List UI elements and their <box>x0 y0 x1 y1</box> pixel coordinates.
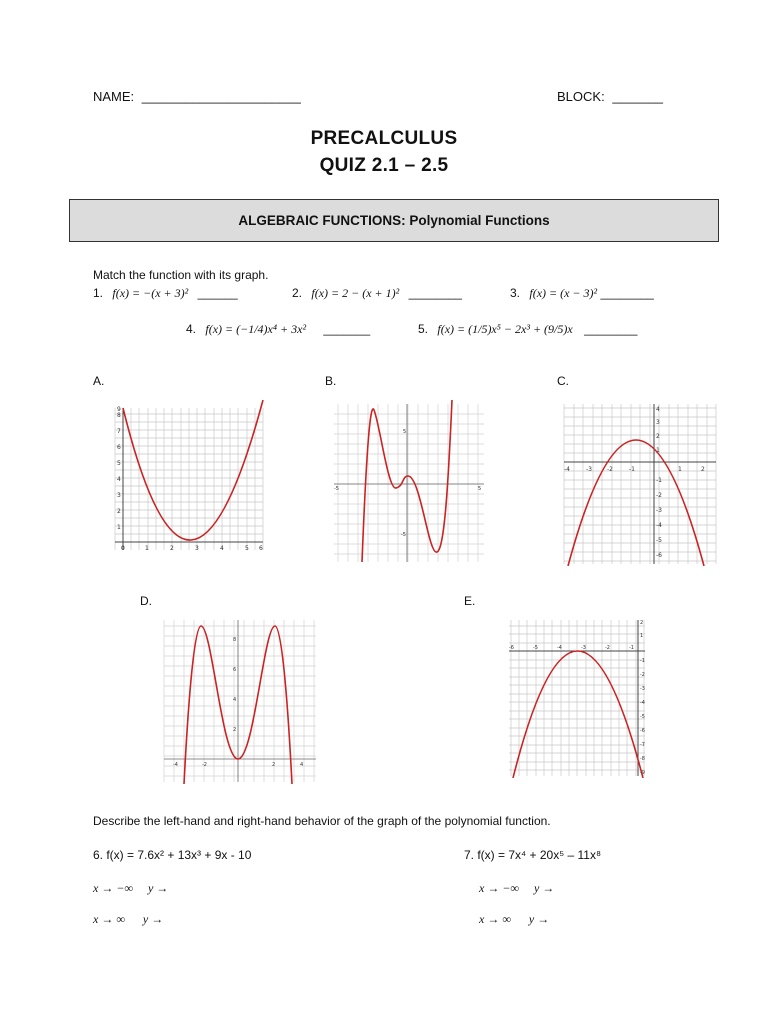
tick-label: 1 <box>117 524 121 531</box>
item-expression: f(x) = −(x + 3)² <box>112 286 189 300</box>
tick-label: -3 <box>581 645 586 651</box>
tick-label: -5 <box>640 714 645 720</box>
tick-label: -5 <box>533 645 538 651</box>
tick-label: -4 <box>173 762 178 768</box>
tick-label: -6 <box>640 728 645 734</box>
tick-label: 1 <box>656 447 660 454</box>
tick-labels <box>334 429 481 538</box>
question-6: 6. f(x) = 7.6x² + 13x³ + 9x - 10 <box>93 848 252 862</box>
tick-label: -2 <box>640 672 645 678</box>
grid <box>509 620 645 776</box>
graph-c-letter: C. <box>557 374 569 388</box>
tick-label: 5 <box>245 545 249 552</box>
tick-label: -2 <box>202 762 207 768</box>
item-expression: f(x) = (−1/4)x⁴ + 3x² <box>205 322 307 336</box>
parabola-curve <box>568 440 704 566</box>
answer-blank: ________ <box>600 286 654 300</box>
q6-left-behavior: x → −∞ y → <box>93 881 169 895</box>
answer-blank: _______ <box>323 322 371 336</box>
item-number: 4. <box>186 322 197 336</box>
tick-label: 6 <box>259 545 263 552</box>
q7-left-behavior: x → −∞ y → <box>479 881 555 895</box>
tick-label: -9 <box>640 770 645 776</box>
tick-label: 0 <box>121 545 125 552</box>
behavior-instruction: Describe the left-hand and right-hand behavior of the graph of the polynomial function. <box>93 814 551 828</box>
tick-label: 4 <box>656 406 660 413</box>
item-expression: f(x) = 2 − (x + 1)² <box>311 286 400 300</box>
tick-label: -2 <box>656 492 662 499</box>
quiz-title: QUIZ 2.1 – 2.5 <box>319 155 449 176</box>
item-number: 3. <box>510 286 521 300</box>
question-7: 7. f(x) = 7x⁴ + 20x⁵ – 11x⁸ <box>464 848 602 862</box>
grid <box>115 408 263 550</box>
tick-label: 1 <box>145 545 149 552</box>
tick-label: 3 <box>656 419 660 426</box>
parabola-curve <box>513 651 643 778</box>
tick-label: -5 <box>656 537 662 544</box>
tick-label: 5 <box>403 429 407 435</box>
item-expression: f(x) = (1/5)x⁵ − 2x³ + (9/5)x <box>437 322 573 336</box>
graph-d <box>160 616 320 784</box>
tick-label: 3 <box>117 492 121 499</box>
tick-label: 4 <box>220 545 224 552</box>
tick-label: -5 <box>401 532 406 538</box>
answer-blank: ________ <box>584 322 638 336</box>
match-item-3 <box>510 286 654 301</box>
grid <box>564 404 716 564</box>
name-blank: ______________________ <box>141 89 301 104</box>
tick-label: 2 <box>233 727 237 733</box>
tick-label: -1 <box>629 466 635 473</box>
tick-label: 4 <box>233 697 237 703</box>
tick-label: 4 <box>300 762 304 768</box>
tick-label: -6 <box>509 645 514 651</box>
graph-b-letter: B. <box>325 374 337 388</box>
section-banner <box>69 199 719 242</box>
graph-a-letter: A. <box>93 374 105 388</box>
match-item-2 <box>292 286 462 301</box>
graph-b <box>330 400 488 565</box>
name-field <box>93 89 301 104</box>
grid <box>334 404 484 562</box>
tick-label: 2 <box>640 620 644 626</box>
tick-label: -7 <box>640 742 645 748</box>
tick-label: 8 <box>233 637 237 643</box>
tick-label: -4 <box>640 700 645 706</box>
course-title: PRECALCULUS <box>310 128 458 149</box>
answer-blank: ______ <box>197 286 238 300</box>
tick-labels <box>564 406 705 559</box>
tick-label: -5 <box>334 486 339 492</box>
tick-label: 6 <box>117 444 121 451</box>
tick-label: 5 <box>117 460 121 467</box>
section-banner-text: ALGEBRAIC FUNCTIONS: Polynomial Functions <box>238 213 550 228</box>
block-label: BLOCK: <box>557 89 605 104</box>
item-expression: f(x) = (x − 3)² <box>529 286 598 300</box>
graph-c <box>560 400 720 566</box>
tick-label: -3 <box>586 466 592 473</box>
tick-label: -3 <box>640 686 645 692</box>
tick-label: -2 <box>607 466 613 473</box>
block-blank: _______ <box>612 89 663 104</box>
tick-label: -4 <box>656 522 662 529</box>
q7-right-behavior: x → ∞ y → <box>479 912 550 926</box>
tick-label: 7 <box>117 428 121 435</box>
tick-label: -1 <box>656 477 662 484</box>
tick-label: -2 <box>605 645 610 651</box>
match-item-5 <box>418 322 637 337</box>
tick-label: 2 <box>272 762 276 768</box>
tick-label: 3 <box>195 545 199 552</box>
tick-label: 4 <box>117 476 121 483</box>
block-field <box>557 89 663 104</box>
tick-label: 2 <box>701 466 705 473</box>
tick-label: 2 <box>656 433 660 440</box>
tick-label: 6 <box>233 667 237 673</box>
graph-a <box>111 400 269 565</box>
tick-label: 2 <box>117 508 121 515</box>
tick-label: 5 <box>478 486 482 492</box>
graph-d-letter: D. <box>140 594 152 608</box>
tick-label: 8 <box>117 412 121 419</box>
item-number: 1. <box>93 286 104 300</box>
answer-blank: ________ <box>408 286 462 300</box>
q6-right-behavior: x → ∞ y → <box>93 912 164 926</box>
match-item-1 <box>93 286 238 301</box>
tick-label: -1 <box>629 645 634 651</box>
tick-label: -1 <box>640 658 645 664</box>
item-number: 5. <box>418 322 429 336</box>
name-label: NAME: <box>93 89 135 104</box>
tick-label: 1 <box>640 633 644 639</box>
item-number: 2. <box>292 286 303 300</box>
tick-label: 2 <box>170 545 174 552</box>
graph-e-letter: E. <box>464 594 476 608</box>
tick-label: 1 <box>678 466 682 473</box>
graph-e <box>505 616 647 778</box>
tick-label: -6 <box>656 552 662 559</box>
tick-label: -4 <box>564 466 570 473</box>
match-item-4 <box>186 322 370 337</box>
matching-instruction: Match the function with its graph. <box>93 268 269 282</box>
tick-label: 9 <box>117 406 121 413</box>
tick-label: -4 <box>557 645 562 651</box>
tick-label: -8 <box>640 756 645 762</box>
tick-label: -3 <box>656 507 662 514</box>
